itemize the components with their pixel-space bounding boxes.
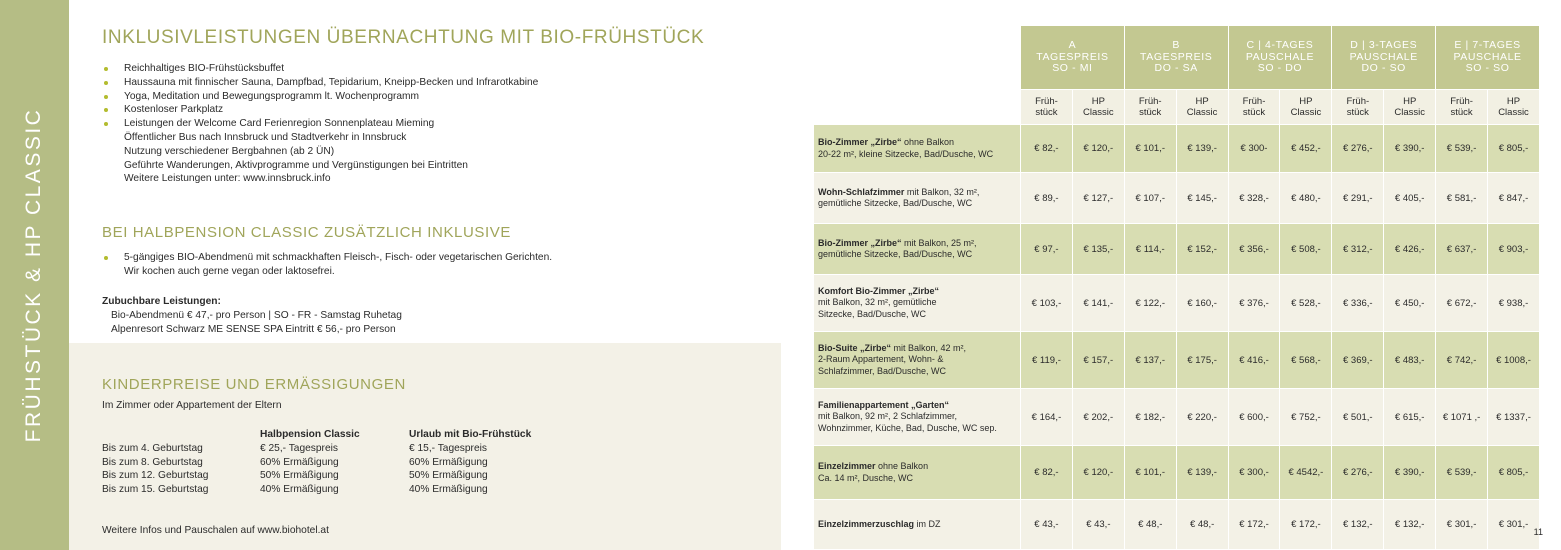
room-details: ohne Balkon Ca. 14 m², Dusche, WC <box>818 461 929 483</box>
room-details: mit Balkon, 92 m², 2 Schlafzimmer, Wohnzimmer, Küche, Bad, Dusche, WC sep. <box>818 411 997 433</box>
right-page <box>781 0 1561 550</box>
left-page <box>69 0 781 550</box>
price-cell: € 164,- <box>1021 389 1072 445</box>
price-row <box>814 275 1539 331</box>
price-cell: € 742,- <box>1436 332 1487 388</box>
inclusive-item-line: Haussauna mit finnischer Sauna, Dampfbad, Tepidarium, Kneipp-Becken und Infrarotkabine <box>124 76 539 88</box>
kids-bio-value: 60% Ermäßigung <box>409 456 488 468</box>
price-cell: € 450,- <box>1384 275 1435 331</box>
inclusive-item-line: Öffentlicher Bus nach Innsbruck und Stadtverkehr in Innsbruck <box>124 131 407 143</box>
subheader-fruehstueck: Früh- stück <box>1332 90 1383 124</box>
inclusive-item-line: Nutzung verschiedener Bergbahnen (ab 2 ÜN) <box>124 145 335 157</box>
price-cell: € 539,- <box>1436 125 1487 172</box>
kids-hp-value: € 25,- Tagespreis <box>260 442 338 454</box>
price-cell: € 752,- <box>1280 389 1331 445</box>
price-cell: € 291,- <box>1332 173 1383 223</box>
column-header-line: DO - SA <box>1154 62 1198 75</box>
price-cell: € 356,- <box>1229 224 1280 274</box>
room-details: mit Balkon, 32 m², gemütliche Sitzecke, Bad/Dusche, WC <box>818 186 980 208</box>
price-row <box>814 125 1539 172</box>
subheader-blank <box>814 90 1020 124</box>
price-cell: € 137,- <box>1125 332 1176 388</box>
price-cell: € 114,- <box>1125 224 1176 274</box>
price-row <box>814 173 1539 223</box>
price-cell: € 480,- <box>1280 173 1331 223</box>
subheader-hp-classic: HP Classic <box>1488 90 1539 124</box>
price-cell: € 135,- <box>1073 224 1124 274</box>
price-cell: € 101,- <box>1125 446 1176 499</box>
room-description <box>814 446 1020 499</box>
room-description <box>814 389 1020 445</box>
price-cell: € 276,- <box>1332 446 1383 499</box>
kids-bio-value: 50% Ermäßigung <box>409 470 488 482</box>
subheader-fruehstueck: Früh- stück <box>1021 90 1072 124</box>
inclusive-item <box>102 103 538 117</box>
price-row <box>814 389 1539 445</box>
price-cell: € 160,- <box>1177 275 1228 331</box>
price-cell: € 145,- <box>1177 173 1228 223</box>
inclusive-item-line: Yoga, Meditation und Bewegungsprogramm lt. Wochenprogramm <box>124 90 420 102</box>
price-cell: € 202,- <box>1073 389 1124 445</box>
price-cell: € 43,- <box>1021 500 1072 549</box>
price-cell: € 182,- <box>1125 389 1176 445</box>
price-cell: € 301,- <box>1436 500 1487 549</box>
price-cell: € 805,- <box>1488 446 1539 499</box>
price-cell: € 97,- <box>1021 224 1072 274</box>
addons-block <box>102 295 402 336</box>
kids-footer: Weitere Infos und Pauschalen auf www.biohotel.at <box>102 525 329 536</box>
column-header-line: E | 7-TAGES <box>1454 39 1521 52</box>
price-cell: € 82,- <box>1021 125 1072 172</box>
price-cell: € 127,- <box>1073 173 1124 223</box>
room-description <box>814 500 1020 549</box>
price-cell: € 805,- <box>1488 125 1539 172</box>
column-header-line: SO - DO <box>1257 62 1303 75</box>
column-header-line: PAUSCHALE <box>1349 50 1418 63</box>
kids-subtitle: Im Zimmer oder Appartement der Eltern <box>102 400 282 411</box>
price-cell: € 139,- <box>1177 125 1228 172</box>
column-header-line: TAGESPREIS <box>1140 50 1213 63</box>
room-description <box>814 173 1020 223</box>
price-cell: € 847,- <box>1488 173 1539 223</box>
halfboard-item <box>102 251 552 279</box>
price-cell: € 376,- <box>1229 275 1280 331</box>
room-name: Bio-Suite „Zirbe“ <box>818 343 892 354</box>
price-cell: € 312,- <box>1332 224 1383 274</box>
halfboard-list <box>102 251 552 279</box>
price-cell: € 637,- <box>1436 224 1487 274</box>
price-cell: € 152,- <box>1177 224 1228 274</box>
price-row <box>814 224 1539 274</box>
price-row <box>814 500 1539 549</box>
price-cell: € 568,- <box>1280 332 1331 388</box>
price-cell: € 89,- <box>1021 173 1072 223</box>
price-cell: € 903,- <box>1488 224 1539 274</box>
kids-age: Bis zum 4. Geburtstag <box>102 442 203 454</box>
column-header-line: SO - SO <box>1465 62 1510 75</box>
price-cell: € 1337,- <box>1488 389 1539 445</box>
sidebar-band <box>0 0 69 550</box>
subheader-hp-classic: HP Classic <box>1073 90 1124 124</box>
inclusive-heading: INKLUSIVLEISTUNGEN ÜBERNACHTUNG MIT BIO-FRÜHSTÜCK <box>102 27 705 48</box>
price-row <box>814 446 1539 499</box>
halfboard-heading: BEI HALBPENSION CLASSIC ZUSÄTZLICH INKLUSIVE <box>102 224 512 241</box>
inclusive-item-line: Reichhaltiges BIO-Frühstücksbuffet <box>124 63 285 74</box>
addons-line: Alpenresort Schwarz ME SENSE SPA Eintritt € 56,- pro Person <box>111 323 396 335</box>
kids-hp-value: 50% Ermäßigung <box>260 470 339 482</box>
addons-title: Zubuchbare Leistungen: <box>102 296 221 307</box>
room-name: Komfort Bio-Zimmer „Zirbe“ <box>818 286 940 297</box>
room-description <box>814 125 1020 172</box>
price-header-row <box>814 26 1539 89</box>
column-header-line: TAGESPREIS <box>1036 50 1109 63</box>
inclusive-list <box>102 62 538 186</box>
price-cell: € 132,- <box>1384 500 1435 549</box>
room-name: Familienappartement „Garten“ <box>818 400 950 411</box>
price-cell: € 508,- <box>1280 224 1331 274</box>
price-cell: € 336,- <box>1332 275 1383 331</box>
price-subheader-row <box>814 90 1539 124</box>
subheader-hp-classic: HP Classic <box>1177 90 1228 124</box>
kids-bio-value: 40% Ermäßigung <box>409 484 488 496</box>
kids-age-column <box>102 428 208 497</box>
inclusive-item <box>102 117 538 186</box>
price-column-header <box>1021 26 1124 89</box>
kids-hp-header: Halbpension Classic <box>260 429 360 440</box>
price-cell: € 4542,- <box>1280 446 1331 499</box>
price-cell: € 141,- <box>1073 275 1124 331</box>
price-cell: € 122,- <box>1125 275 1176 331</box>
price-cell: € 220,- <box>1177 389 1228 445</box>
price-cell: € 139,- <box>1177 446 1228 499</box>
price-cell: € 119,- <box>1021 332 1072 388</box>
price-cell: € 501,- <box>1332 389 1383 445</box>
price-cell: € 369,- <box>1332 332 1383 388</box>
kids-bio-header: Urlaub mit Bio-Frühstück <box>409 429 532 440</box>
inclusive-item-line: Kostenloser Parkplatz <box>124 104 224 116</box>
price-cell: € 300- <box>1229 125 1280 172</box>
halfboard-item-line: 5-gängiges BIO-Abendmenü mit schmackhaften Fleisch-, Fisch- oder vegetarischen Gerichten. <box>124 252 553 263</box>
price-cell: € 157,- <box>1073 332 1124 388</box>
price-cell: € 390,- <box>1384 125 1435 172</box>
price-cell: € 528,- <box>1280 275 1331 331</box>
column-header-line: DO - SO <box>1361 62 1406 75</box>
price-cell: € 103,- <box>1021 275 1072 331</box>
kids-age: Bis zum 12. Geburtstag <box>102 470 209 482</box>
room-details: mit Balkon, 32 m², gemütliche Sitzecke, Bad/Dusche, WC <box>818 297 937 319</box>
price-cell: € 581,- <box>1436 173 1487 223</box>
price-cell: € 672,- <box>1436 275 1487 331</box>
price-cell: € 101,- <box>1125 125 1176 172</box>
room-details: im DZ <box>914 518 941 529</box>
price-cell: € 483,- <box>1384 332 1435 388</box>
price-cell: € 416,- <box>1229 332 1280 388</box>
page-number: 11 <box>1533 527 1543 537</box>
room-details: ohne Balkon 20-22 m², kleine Sitzecke, Bad/Dusche, WC <box>818 137 994 159</box>
price-column-header <box>1125 26 1228 89</box>
price-cell: € 426,- <box>1384 224 1435 274</box>
room-description <box>814 224 1020 274</box>
price-cell: € 120,- <box>1073 446 1124 499</box>
room-name: Einzelzimmerzuschlag <box>818 518 915 529</box>
price-cell: € 43,- <box>1073 500 1124 549</box>
column-header-line: A <box>1068 39 1077 52</box>
kids-heading: KINDERPREISE UND ERMÄSSIGUNGEN <box>102 376 406 393</box>
price-cell: € 107,- <box>1125 173 1176 223</box>
subheader-fruehstueck: Früh- stück <box>1436 90 1487 124</box>
price-column-header <box>1332 26 1435 89</box>
room-description <box>814 332 1020 388</box>
price-cell: € 300,- <box>1229 446 1280 499</box>
column-header-line: B <box>1172 39 1180 52</box>
inclusive-item-line: Weitere Leistungen unter: www.innsbruck.info <box>124 173 331 185</box>
price-cell: € 120,- <box>1073 125 1124 172</box>
room-name: Bio-Zimmer „Zirbe“ <box>818 137 902 148</box>
inclusive-item <box>102 62 538 76</box>
price-cell: € 48,- <box>1125 500 1176 549</box>
inclusive-item <box>102 76 538 90</box>
kids-hp-value: 40% Ermäßigung <box>260 484 339 496</box>
price-cell: € 1071 ,- <box>1436 389 1487 445</box>
price-column-header <box>1229 26 1332 89</box>
room-details: mit Balkon, 25 m², gemütliche Sitzecke, Bad/Dusche, WC <box>818 237 977 259</box>
price-cell: € 276,- <box>1332 125 1383 172</box>
kids-age: Bis zum 15. Geburtstag <box>102 484 209 496</box>
column-header-line: SO - MI <box>1052 62 1093 75</box>
price-cell: € 172,- <box>1229 500 1280 549</box>
halfboard-item-line: Wir kochen auch gerne vegan oder laktosefrei. <box>124 265 335 277</box>
kids-hp-value: 60% Ermäßigung <box>260 456 339 468</box>
kids-hp-column <box>260 428 360 497</box>
room-name: Wohn-Schlafzimmer <box>818 186 905 197</box>
addons-line: Bio-Abendmenü € 47,- pro Person | SO - FR - Samstag Ruhetag <box>111 309 402 321</box>
column-header-line: PAUSCHALE <box>1453 50 1522 63</box>
room-details: mit Balkon, 42 m², 2-Raum Appartement, Wohn- & Schlafzimmer, Bad/Dusche, WC <box>818 343 967 376</box>
price-cell: € 405,- <box>1384 173 1435 223</box>
inclusive-item-line: Geführte Wanderungen, Aktivprogramme und Vergünstigungen bei Eintritten <box>124 159 468 171</box>
column-header-line: PAUSCHALE <box>1245 50 1315 63</box>
subheader-hp-classic: HP Classic <box>1280 90 1331 124</box>
price-cell: € 1008,- <box>1488 332 1539 388</box>
header-blank <box>814 26 1020 89</box>
price-column-header <box>1436 26 1539 89</box>
inclusive-section <box>69 0 781 343</box>
price-cell: € 452,- <box>1280 125 1331 172</box>
kids-bio-column <box>409 428 531 497</box>
price-cell: € 175,- <box>1177 332 1228 388</box>
price-cell: € 301,- <box>1488 500 1539 549</box>
kids-bio-value: € 15,- Tagespreis <box>409 442 487 454</box>
price-cell: € 938,- <box>1488 275 1539 331</box>
price-cell: € 600,- <box>1229 389 1280 445</box>
price-cell: € 390,- <box>1384 446 1435 499</box>
room-name: Bio-Zimmer „Zirbe“ <box>818 237 902 248</box>
price-cell: € 82,- <box>1021 446 1072 499</box>
sidebar-label: FRÜHSTÜCK & HP CLASSIC <box>22 107 45 443</box>
subheader-fruehstueck: Früh- stück <box>1229 90 1280 124</box>
price-cell: € 615,- <box>1384 389 1435 445</box>
column-header-line: D | 3-TAGES <box>1350 39 1418 52</box>
inclusive-item <box>102 90 538 104</box>
inclusive-item-line: Leistungen der Welcome Card Ferienregion Sonnenplateau Mieming <box>124 118 435 130</box>
price-cell: € 172,- <box>1280 500 1331 549</box>
column-header-line: C | 4-TAGES <box>1246 39 1314 52</box>
price-table <box>813 25 1540 550</box>
room-description <box>814 275 1020 331</box>
price-cell: € 539,- <box>1436 446 1487 499</box>
price-cell: € 48,- <box>1177 500 1228 549</box>
price-cell: € 328,- <box>1229 173 1280 223</box>
price-row <box>814 332 1539 388</box>
subheader-hp-classic: HP Classic <box>1384 90 1435 124</box>
subheader-fruehstueck: Früh- stück <box>1125 90 1176 124</box>
price-cell: € 132,- <box>1332 500 1383 549</box>
room-name: Einzelzimmer <box>818 461 876 472</box>
kids-age: Bis zum 8. Geburtstag <box>102 456 203 468</box>
